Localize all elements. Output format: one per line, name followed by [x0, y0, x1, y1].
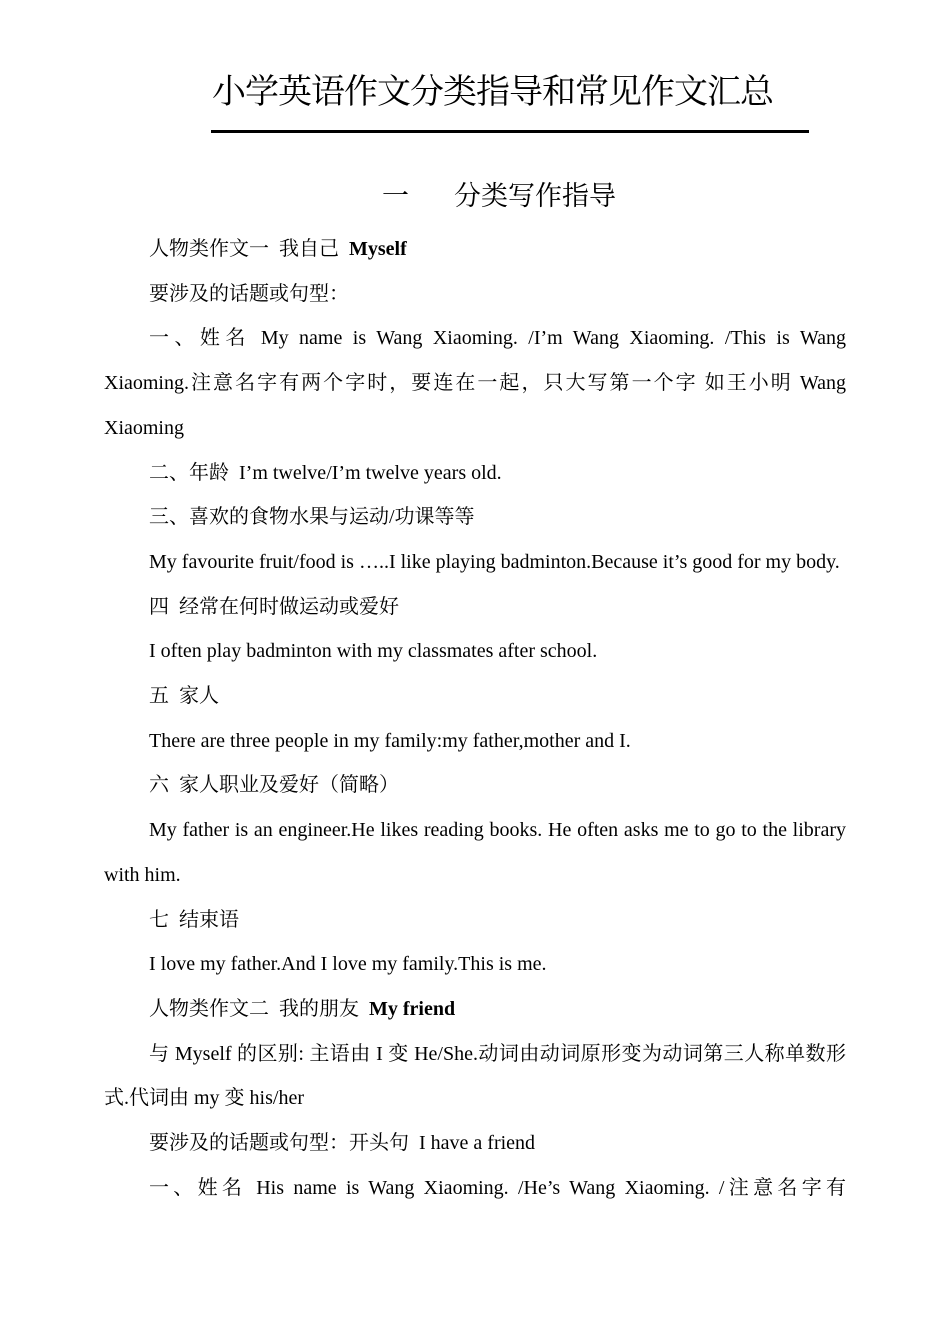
essay2-item1-label: 一、姓名: [149, 1176, 247, 1199]
section-number: 一: [382, 181, 409, 211]
essay1-item5-title: 家人: [179, 685, 219, 708]
essay1-item4-example: I often play badminton with my classmates after school.: [149, 640, 598, 663]
essay1-heading: [104, 227, 846, 272]
essay1-item5-example: There are three people in my family:my father,mother and I.: [149, 729, 631, 752]
essay1-item4: [104, 585, 846, 630]
essay1-item3-example: My favourite fruit/food is …..I like playing badminton.Because it’s good for my body.: [149, 550, 840, 573]
essay1-item7-example: I love my father.And I love my family.This is me.: [149, 953, 547, 976]
essay1-item6-example: My father is an engineer.He likes reading books. He often asks me to go to the library with him.: [104, 819, 846, 886]
essay1-item2-label: 二、年龄: [149, 461, 229, 484]
essay1-item1-text: My name is Wang Xiaoming. /I’m Wang Xiaoming. /This is Wang Xiaoming.注意名字有两个字时，要连在一起，只大写第一个字 如王小明 Wang Xiaoming: [104, 327, 846, 439]
essay2-topics: [104, 1121, 846, 1166]
essay2-heading: [104, 987, 846, 1032]
essay1-item4-label: 四: [149, 595, 169, 618]
essay2-difference: 与 Myself 的区别: 主语由 I 变 He/She.动词由动词原形变为动词第三人称单数形式.代词由 my 变 his/her: [104, 1042, 846, 1110]
document-title: 小学英语作文分类指导和常见作文汇总: [212, 72, 773, 112]
essay2-item1: [104, 1166, 846, 1211]
section-title: 分类写作指导: [454, 181, 616, 211]
essay1-topics-intro: 要涉及的话题或句型：: [149, 282, 349, 305]
essay2-label: 人物类作文二: [149, 997, 269, 1020]
essay2-topic-en: My friend: [369, 997, 456, 1020]
essay1-item3-label: 三、喜欢的食物水果与运动/功课等等: [149, 506, 475, 529]
title-underline: [211, 130, 809, 133]
essay1-item6-label: 六: [149, 774, 169, 797]
essay2-item1-text: His name is Wang Xiaoming. /He’s Wang Xiaoming. /注意名字有: [256, 1176, 846, 1199]
essay1-item1-label: 一、姓名: [149, 327, 251, 350]
essay1-topic: 我自己: [279, 238, 339, 260]
essay2-topic: 我的朋友: [279, 997, 359, 1020]
essay1-item6: [104, 763, 846, 808]
essay1-item2: [104, 451, 846, 496]
essay1-item5: [104, 674, 846, 719]
essay1-item7: [104, 898, 846, 943]
document-body: [104, 227, 846, 1210]
essay1-item5-label: 五: [149, 685, 169, 708]
section-heading: [382, 174, 616, 218]
essay1-item1: [104, 316, 846, 450]
essay1-item6-title: 家人职业及爱好（简略）: [179, 774, 399, 797]
essay1-item2-text: I’m twelve/I’m twelve years old.: [239, 461, 502, 484]
essay2-opening-sentence: I have a friend: [419, 1132, 536, 1155]
essay1-item7-label: 七: [149, 908, 169, 931]
essay2-topics-intro: 要涉及的话题或句型：开头句: [149, 1132, 409, 1155]
essay1-topic-en: Myself: [349, 238, 407, 260]
essay1-item7-title: 结束语: [179, 908, 239, 931]
essay1-label: 人物类作文一: [149, 238, 269, 260]
essay1-item4-title: 经常在何时做运动或爱好: [179, 595, 399, 618]
